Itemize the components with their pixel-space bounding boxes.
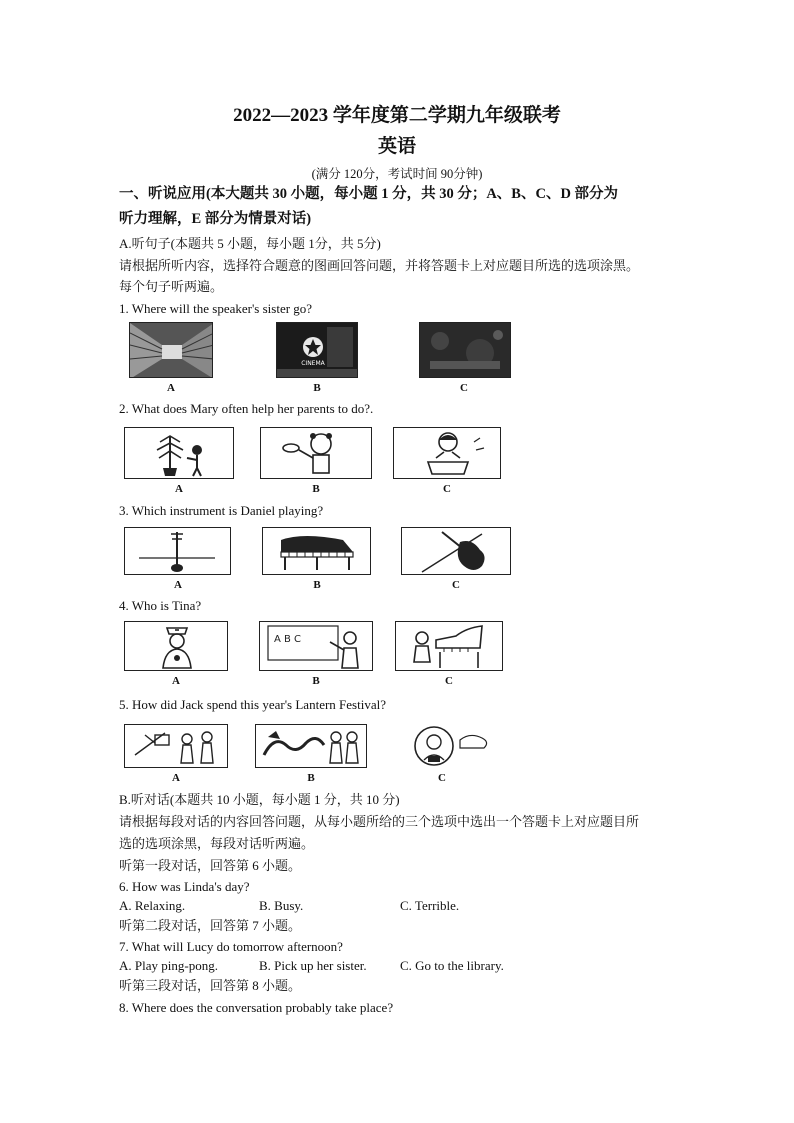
label-1b: B (313, 382, 321, 394)
dialogue-3-intro: 听第三段对话，回答第 8 小题。 (119, 978, 302, 993)
question-2-pictures (119, 427, 519, 507)
question-1: 1. Where will the speaker's sister go? (119, 301, 313, 316)
partA-instruction-line2: 每个句子听两遍。 (119, 279, 224, 294)
lantern-kids-drawing (124, 724, 228, 768)
erhu-drawing (124, 527, 231, 575)
exam-title: 2022—2023 学年度第二学期九年级联考 (233, 105, 561, 126)
question-7: 7. What will Lucy do tomorrow afternoon? (119, 939, 343, 954)
partA-instruction-line1: 请根据所听内容，选择符合题意的图画回答问题，并将答题卡上对应题目所选的选项涂黑。 (119, 258, 640, 273)
partA-title: A.听句子(本题共 5 小题，每小题 1分，共 5分) (119, 236, 381, 251)
label-3c: C (452, 579, 460, 591)
question-6-option-a: A. Relaxing. (119, 898, 186, 913)
label-5c: C (438, 772, 446, 784)
question-2: 2. What does Mary often help her parents to do?. (119, 401, 374, 416)
label-4c: C (445, 675, 453, 687)
cooking-girl-drawing (260, 427, 372, 479)
dragon-dance-drawing (255, 724, 367, 768)
dark-scene-photo (419, 322, 511, 378)
label-4a: A (172, 675, 180, 687)
label-5a: A (172, 772, 180, 784)
label-3a: A (174, 579, 182, 591)
label-2c: C (443, 483, 451, 495)
partB-title: B.听对话(本题共 10 小题，每小题 1 分，共 10 分) (119, 792, 400, 807)
question-6-option-c: C. Terrible. (400, 898, 460, 913)
supermarket-aisle-photo (129, 322, 213, 378)
question-8: 8. Where does the conversation probably take place? (119, 1000, 394, 1015)
cinema-sign-text: CINEMA (301, 360, 325, 367)
partB-instruction-line2: 选的选项涂黑，每段对话听两遍。 (119, 836, 315, 851)
section1-heading-line1: 一、听说应用(本大题共 30 小题，每小题 1 分，共 30 分；A、B、C、D 部分为 (119, 186, 619, 202)
label-1a: A (167, 382, 175, 394)
question-4: 4. Who is Tina? (119, 598, 202, 613)
piano-drawing (262, 527, 371, 575)
dialogue-2-intro: 听第二段对话，回答第 7 小题。 (119, 918, 302, 933)
moon-girl-drawing (390, 724, 496, 768)
score-time-note: (满分 120分，考试时间 90分钟) (311, 167, 483, 181)
violin-drawing (401, 527, 511, 575)
question-7-option-c: C. Go to the library. (400, 958, 504, 973)
question-3-pictures (119, 527, 519, 607)
question-6-option-b: B. Busy. (259, 898, 304, 913)
watering-plants-drawing (124, 427, 234, 479)
question-7-option-a: A. Play ping-pong. (119, 958, 218, 973)
subject-title: 英语 (377, 136, 416, 157)
question-3: 3. Which instrument is Daniel playing? (119, 503, 324, 518)
partB-instruction-line1: 请根据每段对话的内容回答问题，从每小题所给的三个选项中选出一个答题卡上对应题目所 (119, 814, 640, 829)
dialogue-1-intro: 听第一段对话，回答第 6 小题。 (119, 858, 302, 873)
question-5: 5. How did Jack spend this year's Lantern Festival? (119, 697, 386, 712)
question-4-pictures (119, 621, 519, 701)
label-3b: B (313, 579, 321, 591)
label-5b: B (307, 772, 315, 784)
section1-heading-line2: 听力理解，E 部分为情景对话) (119, 211, 312, 227)
washing-dishes-drawing (393, 427, 501, 479)
label-4b: B (312, 675, 320, 687)
cinema-photo (276, 322, 358, 378)
pianist-drawing (395, 621, 503, 671)
blackboard-text: A B C (274, 634, 302, 645)
label-2b: B (312, 483, 320, 495)
question-1-pictures (119, 322, 519, 402)
label-1c: C (460, 382, 468, 394)
question-7-option-b: B. Pick up her sister. (259, 958, 367, 973)
question-6: 6. How was Linda's day? (119, 879, 250, 894)
teacher-drawing (259, 621, 373, 671)
label-2a: A (175, 483, 183, 495)
nurse-drawing (124, 621, 228, 671)
